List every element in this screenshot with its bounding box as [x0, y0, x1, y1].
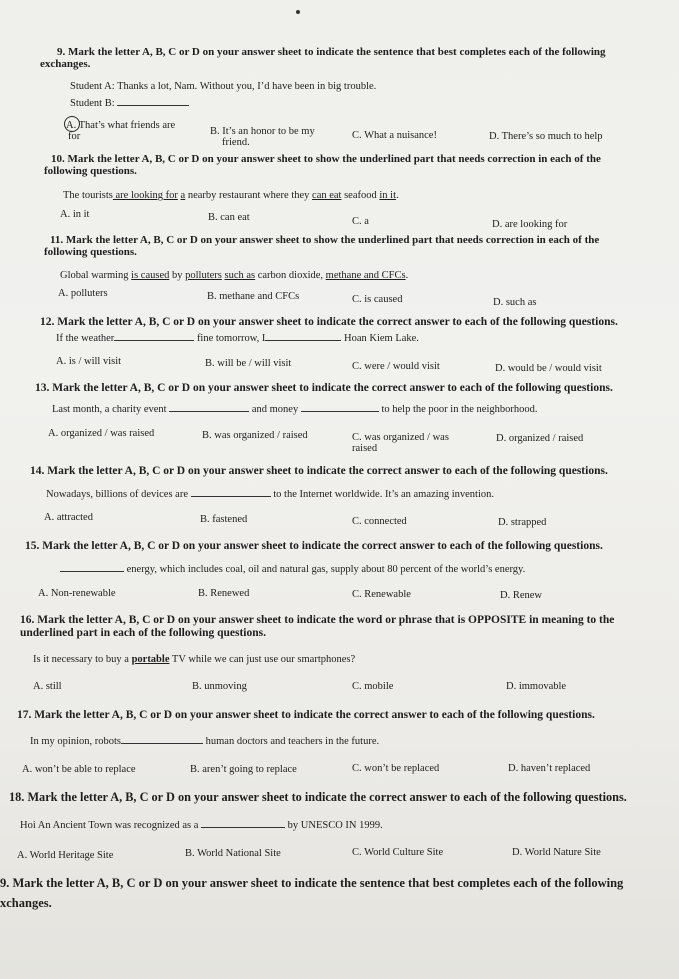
- q9-option-a-l2: for: [68, 131, 81, 142]
- q10-option-c[interactable]: C. a: [352, 216, 369, 227]
- q9-line-1: Student A: Thanks a lot, Nam. Without you, I’d have been in big trouble.: [70, 81, 377, 92]
- q9-option-c[interactable]: C. What a nuisance!: [352, 130, 437, 141]
- q18-header: 18. Mark the letter A, B, C or D on your answer sheet to indicate the correct answer to each of the following questions.: [9, 790, 627, 804]
- q13-option-d[interactable]: D. organized / raised: [496, 433, 584, 444]
- q14-option-d[interactable]: D. strapped: [498, 517, 547, 528]
- q18-option-a[interactable]: A. World Heritage Site: [17, 850, 114, 861]
- q9-header-2: exchanges.: [40, 58, 91, 70]
- q16-sentence: Is it necessary to buy a portable TV while we can just use our smartphones?: [33, 654, 356, 665]
- q17-option-b[interactable]: B. aren’t going to replace: [190, 764, 297, 775]
- q11-option-a[interactable]: A. polluters: [58, 288, 108, 299]
- q13-option-c-l1: C. was organized / was: [352, 432, 449, 443]
- q18-option-c[interactable]: C. World Culture Site: [352, 847, 444, 858]
- q13-header: 13. Mark the letter A, B, C or D on your answer sheet to indicate the correct answer to each of the following questions.: [35, 382, 613, 394]
- q12-sentence: If the weather fine tomorrow, I Hoan Kiem Lake.: [56, 333, 419, 344]
- q17-option-d[interactable]: D. haven’t replaced: [508, 763, 591, 774]
- q12-option-d[interactable]: D. would be / would visit: [495, 363, 602, 374]
- q15-header: 15. Mark the letter A, B, C or D on your answer sheet to indicate the correct answer to each of the following questions.: [25, 540, 603, 552]
- q11-header-2: following questions.: [44, 246, 137, 258]
- q13-option-c-l2: raised: [352, 443, 378, 454]
- q13-option-c[interactable]: [352, 432, 449, 454]
- footer-header-2: xchanges.: [0, 896, 52, 910]
- q15-option-b[interactable]: B. Renewed: [198, 588, 250, 599]
- q9-option-b-l2: friend.: [222, 137, 250, 148]
- q10-sentence: The tourists are looking for a nearby restaurant where they can eat seafood in it.: [63, 190, 399, 201]
- q16-option-a[interactable]: A. still: [33, 681, 62, 692]
- q11-option-d[interactable]: D. such as: [493, 297, 537, 308]
- q14-option-a[interactable]: A. attracted: [44, 512, 93, 523]
- q18-option-d[interactable]: D. World Nature Site: [512, 847, 601, 858]
- q12-option-b[interactable]: B. will be / will visit: [205, 358, 292, 369]
- q14-option-b[interactable]: B. fastened: [200, 514, 248, 525]
- q15-option-c[interactable]: C. Renewable: [352, 589, 411, 600]
- q14-option-c[interactable]: C. connected: [352, 516, 407, 527]
- q16-option-d[interactable]: D. immovable: [506, 681, 567, 692]
- q11-header: 11. Mark the letter A, B, C or D on your answer sheet to show the underlined part that needs correction in each of the: [50, 234, 600, 246]
- q16-option-b[interactable]: B. unmoving: [192, 681, 247, 692]
- q16-option-c[interactable]: C. mobile: [352, 681, 394, 692]
- q10-option-a[interactable]: A. in it: [60, 209, 90, 220]
- q17-option-a[interactable]: A. won’t be able to replace: [22, 764, 136, 775]
- q9-option-b-l1: B. It’s an honor to be my: [210, 126, 315, 137]
- q15-option-a[interactable]: A. Non-renewable: [38, 588, 116, 599]
- q15-sentence: energy, which includes coal, oil and natural gas, supply about 80 percent of the world’s energy.: [60, 564, 525, 575]
- q14-header: 14. Mark the letter A, B, C or D on your answer sheet to indicate the correct answer to each of the following questions.: [30, 465, 608, 477]
- q14-sentence: Nowadays, billions of devices are to the Internet worldwide. It’s an amazing invention.: [46, 489, 494, 500]
- q16-header-2: underlined part in each of the following questions.: [20, 627, 266, 639]
- q10-header-2: following questions.: [44, 165, 137, 177]
- q17-option-c[interactable]: C. won’t be replaced: [352, 763, 440, 774]
- q9-line-2: Student B:: [70, 98, 189, 109]
- q10-option-d[interactable]: D. are looking for: [492, 219, 568, 230]
- footer-header: 9. Mark the letter A, B, C or D on your answer sheet to indicate the sentence that best completes each of the following: [0, 876, 624, 890]
- q16-header: 16. Mark the letter A, B, C or D on your answer sheet to indicate the word or phrase that is OPPOSITE in meaning to the: [20, 614, 615, 626]
- q18-option-b[interactable]: B. World National Site: [185, 848, 281, 859]
- punch-dot: [296, 10, 300, 14]
- q13-option-a[interactable]: A. organized / was raised: [48, 428, 155, 439]
- q9-option-b[interactable]: [210, 126, 315, 148]
- q13-sentence: Last month, a charity event and money to help the poor in the neighborhood.: [52, 404, 538, 415]
- q11-sentence: Global warming is caused by polluters such as carbon dioxide, methane and CFCs.: [60, 270, 409, 281]
- q9-option-a-l1: A. That’s what friends are: [66, 120, 176, 131]
- q10-option-b[interactable]: B. can eat: [208, 212, 250, 223]
- q11-option-b[interactable]: B. methane and CFCs: [207, 291, 300, 302]
- q9-header: 9. Mark the letter A, B, C or D on your answer sheet to indicate the sentence that best completes each of the following: [57, 46, 606, 58]
- q12-option-c[interactable]: C. were / would visit: [352, 361, 440, 372]
- q11-option-c[interactable]: C. is caused: [352, 294, 403, 305]
- q12-header: 12. Mark the letter A, B, C or D on your answer sheet to indicate the correct answer to each of the following questions.: [40, 316, 618, 328]
- q17-header: 17. Mark the letter A, B, C or D on your answer sheet to indicate the correct answer to each of the following questions.: [17, 709, 595, 721]
- q15-option-d[interactable]: D. Renew: [500, 590, 542, 601]
- q18-sentence: Hoi An Ancient Town was recognized as a by UNESCO IN 1999.: [20, 820, 383, 831]
- q9-option-a[interactable]: [66, 120, 175, 142]
- q9-option-d[interactable]: D. There’s so much to help: [489, 131, 603, 142]
- q10-header: 10. Mark the letter A, B, C or D on your answer sheet to show the underlined part that needs correction in each of the: [51, 153, 601, 165]
- q17-sentence: In my opinion, robots human doctors and teachers in the future.: [30, 736, 380, 747]
- q12-option-a[interactable]: A. is / will visit: [56, 356, 122, 367]
- q13-option-b[interactable]: B. was organized / raised: [202, 430, 308, 441]
